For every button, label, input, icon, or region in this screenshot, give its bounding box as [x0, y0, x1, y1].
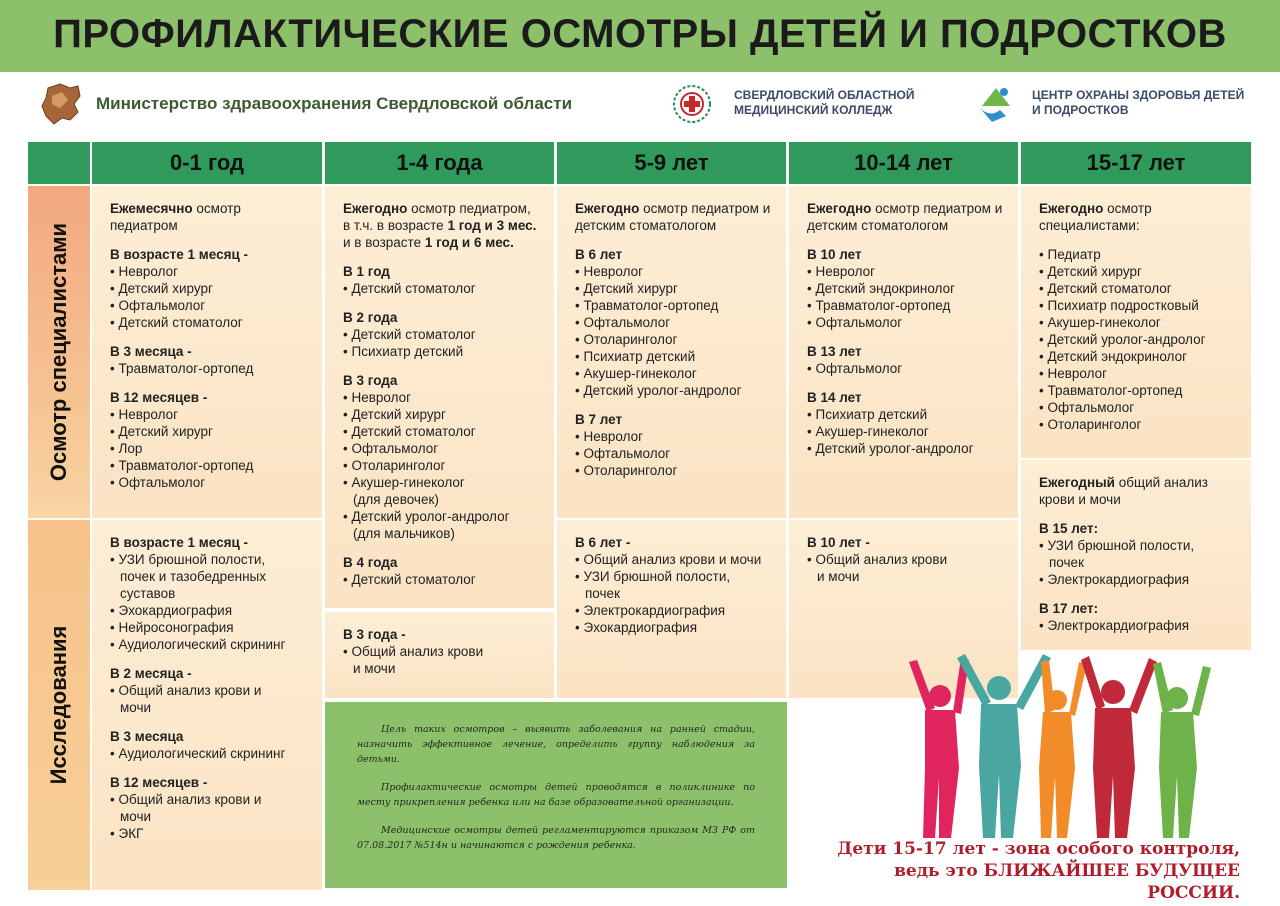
- group: В 3 года • Невролог • Детский хирург • Детский стоматолог • Офтальмолог • Отоларинголог • Акушер-гинеколог (для девочек) • Детский уролог-андролог (для мальчиков): [343, 372, 542, 542]
- list-item: • Невролог: [1039, 365, 1239, 382]
- list-item: • Офтальмолог: [343, 440, 542, 457]
- list-item: • ЭКГ: [110, 825, 310, 842]
- college-emblem-icon: [672, 84, 712, 124]
- group: В 2 месяца - • Общий анализ крови и мочи: [110, 665, 310, 716]
- list-item: • УЗИ брюшной полости,: [110, 551, 310, 568]
- list-item: • Психиатр детский: [807, 406, 1006, 423]
- intro: Ежегодно осмотр педиатром и детским стоматологом: [575, 201, 771, 233]
- research-cell-5-9: [557, 520, 786, 698]
- row-label-research-text: Исследования: [46, 625, 71, 785]
- specialists-cell-10-14: [789, 186, 1018, 518]
- list-item: • Отоларинголог: [1039, 416, 1239, 433]
- ministry-name: Министерство здравоохранения Свердловской области: [96, 94, 573, 113]
- list-item: • Детский хирург: [1039, 263, 1239, 280]
- row-label-specialists-text: Осмотр специалистами: [46, 222, 71, 482]
- slogan-line-1: Дети 15-17 лет - зона особого контроля,: [837, 839, 1240, 859]
- group: В 3 месяца • Аудиологический скрининг: [110, 728, 310, 762]
- list-item: • Невролог: [807, 263, 1006, 280]
- age-header-0-1: 0-1 год: [92, 142, 322, 184]
- list-item-cont: и мочи: [817, 569, 860, 584]
- group: В 3 месяца - • Травматолог-ортопед: [110, 343, 310, 377]
- list-item: • Невролог: [575, 263, 774, 280]
- sverdlovsk-region-map-icon: [40, 82, 82, 126]
- list-item: • Лор: [110, 440, 310, 457]
- list-item: • Общий анализ крови и: [110, 682, 310, 699]
- list-item: • Детский уролог-андролог: [807, 440, 1006, 457]
- list-item: • Детский стоматолог: [110, 314, 310, 331]
- group: В возрасте 1 месяц - • Невролог • Детский хирург • Офтальмолог • Детский стоматолог: [110, 246, 310, 331]
- group: В 13 лет • Офтальмолог: [807, 343, 1006, 377]
- list-item: • Детский стоматолог: [343, 280, 542, 297]
- list-item: • Офтальмолог: [575, 314, 774, 331]
- row-label-specialists: [28, 186, 90, 518]
- list-item: • Офтальмолог: [110, 297, 310, 314]
- list-item: • Травматолог-ортопед: [575, 297, 774, 314]
- specialists-cell-0-1: [92, 186, 322, 518]
- list-item: • Акушер-гинеколог: [807, 423, 1006, 440]
- center-line-2: И ПОДРОСТКОВ: [1032, 103, 1129, 117]
- group: В 7 лет • Невролог • Офтальмолог • Отоларинголог: [575, 411, 774, 479]
- group: В 1 год • Детский стоматолог: [343, 263, 542, 297]
- list-item: • Отоларинголог: [575, 331, 774, 348]
- list-item-cont: почек и тазобедренных: [120, 569, 266, 584]
- list-item: • Педиатр: [1039, 246, 1239, 263]
- list-item-note: (для мальчиков): [353, 526, 455, 541]
- group: [1039, 246, 1239, 433]
- intro: Ежегодно осмотр специалистами:: [1039, 201, 1152, 233]
- group: В 14 лет • Психиатр детский • Акушер-гинеколог • Детский уролог-андролог: [807, 389, 1006, 457]
- list-item: • Аудиологический скрининг: [110, 636, 310, 653]
- group: В 2 года • Детский стоматолог • Психиатр детский: [343, 309, 542, 360]
- specialists-cell-5-9: [557, 186, 786, 518]
- list-item: • Офтальмолог: [110, 474, 310, 491]
- list-item-cont: почек: [1049, 555, 1084, 570]
- list-item: • УЗИ брюшной полости,: [575, 568, 774, 585]
- header-corner: [28, 142, 90, 184]
- list-item: • Акушер-гинеколог: [1039, 314, 1239, 331]
- research-cell-1-4: [325, 612, 554, 698]
- age-header-15-17: 15-17 лет: [1021, 142, 1251, 184]
- list-item: • Детский хирург: [575, 280, 774, 297]
- list-item: • Эхокардиография: [110, 602, 310, 619]
- list-item: • Детский эндокринолог: [1039, 348, 1239, 365]
- list-item: • Психиатр подростковый: [1039, 297, 1239, 314]
- list-item: • Общий анализ крови и: [110, 791, 310, 808]
- group: В 12 месяцев - • Общий анализ крови и мочи • ЭКГ: [110, 774, 310, 842]
- age-header-1-4: 1-4 года: [325, 142, 554, 184]
- group: В 17 лет: • Электрокардиография: [1039, 600, 1239, 634]
- list-item-cont: мочи: [120, 809, 152, 824]
- college-line-2: МЕДИЦИНСКИЙ КОЛЛЕДЖ: [734, 103, 893, 117]
- college-line-1: СВЕРДЛОВСКИЙ ОБЛАСТНОЙ: [734, 88, 915, 102]
- list-item: • Детский стоматолог: [343, 571, 542, 588]
- group: В возрасте 1 месяц - • УЗИ брюшной полости, почек и тазобедренных суставов • Эхокардиография • Нейросонография • Аудиологический скрининг: [110, 534, 310, 653]
- list-item: • Травматолог-ортопед: [807, 297, 1006, 314]
- intro: Ежемесячно осмотр педиатром: [110, 201, 241, 233]
- person-silhouette-pink: [909, 658, 969, 838]
- specialists-cell-1-4: [325, 186, 554, 608]
- list-item: • Электрокардиография: [1039, 571, 1239, 588]
- list-item: • Офтальмолог: [575, 445, 774, 462]
- list-item: • Детский хирург: [110, 423, 310, 440]
- list-item-cont: и мочи: [353, 661, 396, 676]
- list-item: • Офтальмолог: [807, 314, 1006, 331]
- group: В 3 года - • Общий анализ крови и мочи: [343, 626, 542, 677]
- list-item: • Общий анализ крови: [343, 643, 542, 660]
- list-item: • Детский стоматолог: [343, 423, 542, 440]
- list-item: • Психиатр детский: [343, 343, 542, 360]
- list-item: • Электрокардиография: [1039, 617, 1239, 634]
- person-silhouette-orange: [1039, 660, 1087, 838]
- group: В 6 лет - • Общий анализ крови и мочи • УЗИ брюшной полости, почек • Электрокардиография • Эхокардиография: [575, 534, 774, 636]
- person-silhouette-teal: [957, 654, 1051, 838]
- list-item: • Психиатр детский: [575, 348, 774, 365]
- list-item: • Электрокардиография: [575, 602, 774, 619]
- list-item: • Общий анализ крови: [807, 551, 1006, 568]
- page-title: ПРОФИЛАКТИЧЕСКИЕ ОСМОТРЫ ДЕТЕЙ И ПОДРОСТКОВ: [53, 12, 1227, 56]
- list-item-cont: почек: [585, 586, 620, 601]
- list-item: • Детский стоматолог: [1039, 280, 1239, 297]
- logo-bar: [0, 72, 1280, 138]
- info-box: [325, 702, 787, 888]
- list-item: • Детский эндокринолог: [807, 280, 1006, 297]
- slogan-line-2: ведь это БЛИЖАЙШЕЕ БУДУЩЕЕ РОССИИ.: [894, 861, 1240, 903]
- slogan: [820, 838, 1240, 904]
- intro: Ежегодно осмотр педиатром, в т.ч. в возрасте 1 год и 3 мес. и в возрасте 1 год и 6 мес.: [343, 201, 537, 250]
- list-item: • Детский уролог-андролог: [343, 508, 542, 525]
- list-item: • Эхокардиография: [575, 619, 774, 636]
- list-item: • Невролог: [110, 263, 310, 280]
- list-item: • Невролог: [575, 428, 774, 445]
- group: В 10 лет - • Общий анализ крови и мочи: [807, 534, 1006, 585]
- health-center-name: [1032, 88, 1244, 118]
- health-center-icon: [976, 82, 1016, 124]
- group: В 12 месяцев - • Невролог • Детский хирург • Лор • Травматолог-ортопед • Офтальмолог: [110, 389, 310, 491]
- intro: Ежегодно осмотр педиатром и детским стоматологом: [807, 201, 1003, 233]
- row-label-research: [28, 520, 90, 890]
- intro: Ежегодный общий анализ крови и мочи: [1039, 475, 1208, 507]
- group: В 15 лет: • УЗИ брюшной полости, почек • Электрокардиография: [1039, 520, 1239, 588]
- list-item-cont: суставов: [120, 586, 176, 601]
- title-bar: [0, 0, 1280, 72]
- list-item: • Травматолог-ортопед: [110, 457, 310, 474]
- list-item: • Детский уролог-андролог: [1039, 331, 1239, 348]
- list-item-cont: мочи: [120, 700, 152, 715]
- list-item: • Акушер-гинеколог: [575, 365, 774, 382]
- people-silhouettes-illustration: [895, 648, 1225, 838]
- info-paragraph-1: Цель таких осмотров – выявить заболевания на ранней стадии, назначить эффективное лечение, определить группу наблюдения за детьми.: [357, 724, 755, 765]
- list-item: • Травматолог-ортопед: [1039, 382, 1239, 399]
- age-header-5-9: 5-9 лет: [557, 142, 786, 184]
- list-item: • УЗИ брюшной полости,: [1039, 537, 1239, 554]
- group: В 10 лет • Невролог • Детский эндокринолог • Травматолог-ортопед • Офтальмолог: [807, 246, 1006, 331]
- research-cell-15-17: [1021, 460, 1251, 650]
- group: В 6 лет • Невролог • Детский хирург • Травматолог-ортопед • Офтальмолог • Отоларинголог • Психиатр детский • Акушер-гинеколог • Детский уролог-андролог: [575, 246, 774, 399]
- center-line-1: ЦЕНТР ОХРАНЫ ЗДОРОВЬЯ ДЕТЕЙ: [1032, 88, 1245, 102]
- research-cell-0-1: [92, 520, 322, 890]
- list-item: • Офтальмолог: [1039, 399, 1239, 416]
- list-item: • Офтальмолог: [807, 360, 1006, 377]
- list-item: • Детский уролог-андролог: [575, 382, 774, 399]
- person-silhouette-red: [1081, 656, 1157, 838]
- list-item: • Детский хирург: [110, 280, 310, 297]
- info-paragraph-3: Медицинские осмотры детей регламентируются приказом МЗ РФ от 07.08.2017 №514н и начинаются с рождения ребенка.: [357, 825, 755, 851]
- info-paragraph-2: Профилактические осмотры детей проводятся в поликлинике по месту прикрепления ребенка или на базе образовательной организации.: [357, 782, 755, 808]
- specialists-cell-15-17: [1021, 186, 1251, 458]
- list-item: • Отоларинголог: [575, 462, 774, 479]
- age-header-10-14: 10-14 лет: [789, 142, 1018, 184]
- group: В 4 года • Детский стоматолог: [343, 554, 542, 588]
- list-item: • Аудиологический скрининг: [110, 745, 310, 762]
- list-item: • Невролог: [110, 406, 310, 423]
- list-item: • Общий анализ крови и мочи: [575, 551, 774, 568]
- list-item: • Детский хирург: [343, 406, 542, 423]
- list-item: • Детский стоматолог: [343, 326, 542, 343]
- list-item: • Травматолог-ортопед: [110, 360, 310, 377]
- list-item-note: (для девочек): [353, 492, 439, 507]
- person-silhouette-green: [1153, 662, 1211, 838]
- college-name: [734, 88, 914, 118]
- list-item: • Акушер-гинеколог: [343, 474, 542, 491]
- list-item: • Невролог: [343, 389, 542, 406]
- list-item: • Нейросонография: [110, 619, 310, 636]
- list-item: • Отоларинголог: [343, 457, 542, 474]
